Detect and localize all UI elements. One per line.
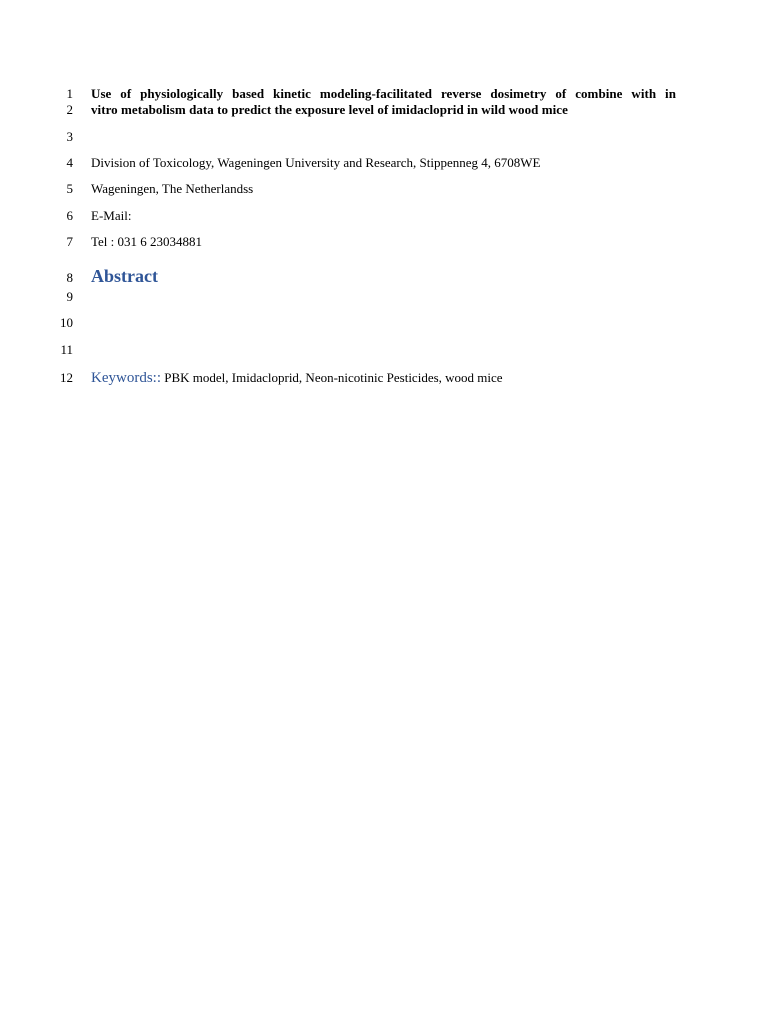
line-number: 4 xyxy=(66,155,73,170)
line-number: 9 xyxy=(66,289,73,304)
line-number: 10 xyxy=(60,315,73,330)
keywords-line xyxy=(91,369,676,387)
affiliation-line-1: Division of Toxicology, Wageningen University and Research, Stippenneg 4, 6708WE xyxy=(91,155,541,170)
abstract-heading: Abstract xyxy=(91,266,158,286)
line-number: 1 xyxy=(66,86,73,101)
tel-line: Tel : 031 6 23034881 xyxy=(91,234,203,249)
line-number: 3 xyxy=(66,129,73,144)
keywords-text: PBK model, Imidacloprid, Neon-nicotinic Pesticides, wood mice xyxy=(161,370,503,385)
email-line: E-Mail: xyxy=(91,208,132,223)
keywords-label: Keywords:: xyxy=(91,370,161,386)
affiliation-line-2: Wageningen, The Netherlandss xyxy=(91,181,254,196)
line-number: 12 xyxy=(60,370,73,385)
line-number: 7 xyxy=(66,234,73,249)
line-number: 11 xyxy=(60,342,73,357)
title-line-2: vitro metabolism data to predict the exposure level of imidacloprid in wild wood mice xyxy=(91,102,568,117)
line-number: 2 xyxy=(66,102,73,117)
line-number: 8 xyxy=(66,270,73,285)
line-number: 5 xyxy=(66,181,73,196)
line-number: 6 xyxy=(66,208,73,223)
title-line-1: Use of physiologically based kinetic modeling-facilitated reverse dosimetry of combine with in xyxy=(91,86,676,101)
